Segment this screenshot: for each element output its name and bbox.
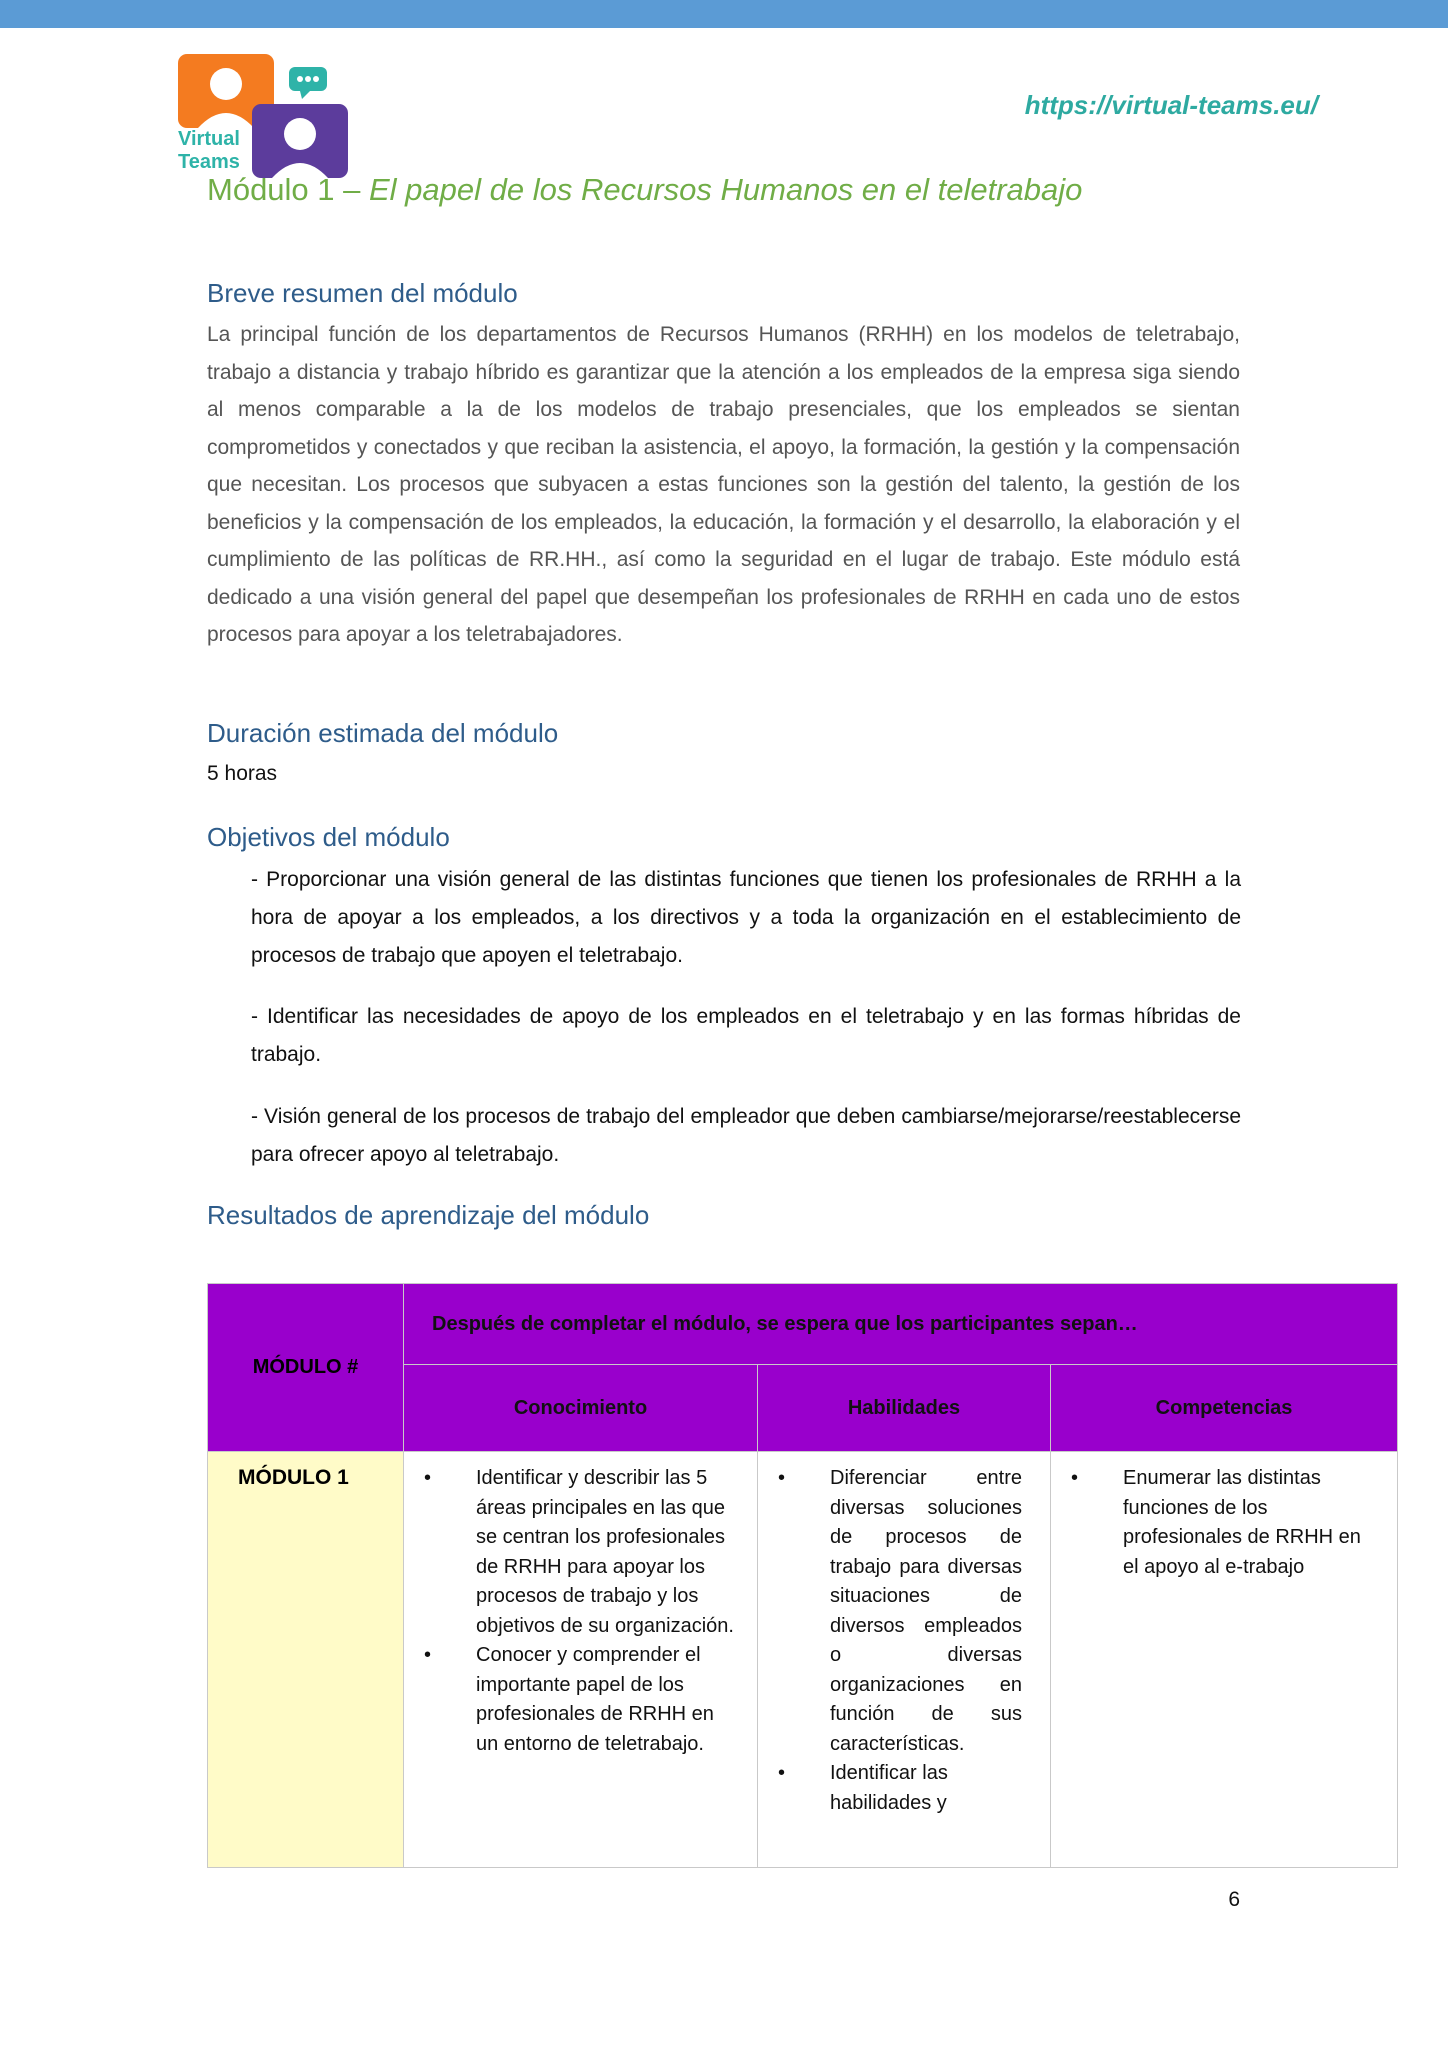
logo-chat-bubble-icon [288, 66, 328, 105]
objective-item-2: - Identificar las necesidades de apoyo de los empleados en el teletrabajo y en las formas híbridas de trabajo. [251, 1005, 1241, 1066]
site-url-link[interactable]: https://virtual-teams.eu/ [1024, 90, 1318, 120]
knowledge-cell [404, 1452, 758, 1868]
module-title-italic: El papel de los Recursos Humanos en el teletrabajo [369, 172, 1083, 207]
knowledge-item-1: • Identificar y describir las 5 áreas principales en las que se centran los profesionales de RRHH para apoyar los procesos de trabajo y los objetivos de su organización. [476, 1464, 737, 1641]
learning-outcomes-table [207, 1283, 1398, 1868]
column-header-competences: Competencias [1051, 1365, 1398, 1452]
skills-item-2: • Identificar las habilidades y [830, 1759, 1022, 1818]
knowledge-item-2: • Conocer y comprender el importante papel de los profesionales de RRHH en un entorno de teletrabajo. [476, 1641, 737, 1759]
objective-item-3: - Visión general de los procesos de trabajo del empleador que deben cambiarse/mejorarse/reestablecerse para ofrecer apoyo al teletrabajo. [251, 1105, 1241, 1166]
column-header-skills: Habilidades [758, 1365, 1051, 1452]
module-title [207, 172, 1307, 208]
column-header-knowledge: Conocimiento [404, 1365, 758, 1452]
expectation-header-cell: Después de completar el módulo, se espera que los participantes sepan… [404, 1284, 1398, 1365]
objective-item-1: - Proporcionar una visión general de las distintas funciones que tienen los profesionales de RRHH a la hora de apoyar a los empleados, a los directivos y a toda la organización en el establecimiento de procesos de trabajo que apoyen el teletrabajo. [251, 868, 1241, 967]
top-color-bar [0, 0, 1448, 28]
duration-heading: Duración estimada del módulo [207, 718, 559, 748]
outcomes-heading: Resultados de aprendizaje del módulo [207, 1200, 650, 1230]
competences-item-1: • Enumerar las distintas funciones de los profesionales de RRHH en el apoyo al e-trabajo [1123, 1464, 1367, 1582]
page-number: 6 [1228, 1888, 1240, 1911]
logo-text: Virtual Teams [178, 128, 240, 173]
summary-paragraph: La principal función de los departamentos de Recursos Humanos (RRHH) en los modelos de teletrabajo, trabajo a distancia y trabajo híbrido es garantizar que la atención a los empleados de la empresa siga siendo al menos comparable a la de los modelos de trabajo presenciales, que los empleados se sientan comprometidos y conectados y que reciban la asistencia, el apoyo, la formación, la gestión y la compensación que necesitan. Los procesos que subyacen a estas funciones son la gestión del talento, la gestión de los beneficios y la compensación de los empleados, la educación, la formación y el desarrollo, la elaboración y el cumplimiento de las políticas de RR.HH., así como la seguridad en el lugar de trabajo. Este módulo está dedicado a una visión general del papel que desempeñan los profesionales de RRHH en cada uno de estos procesos para apoyar a los teletrabajadores. [207, 323, 1240, 646]
virtual-teams-logo [176, 52, 356, 182]
skills-cell [758, 1452, 1051, 1868]
module-row-label: MÓDULO 1 [208, 1452, 404, 1868]
skills-item-1: • Diferenciar entre diversas soluciones de procesos de trabajo para diversas situaciones de diversos empleados o diversas organizaciones en función de sus características. [830, 1464, 1022, 1759]
summary-heading: Breve resumen del módulo [207, 278, 518, 308]
module-title-prefix: Módulo 1 – [207, 172, 369, 207]
competences-cell [1051, 1452, 1398, 1868]
module-header-cell: MÓDULO # [208, 1284, 404, 1452]
objectives-heading: Objetivos del módulo [207, 822, 450, 852]
duration-value: 5 horas [207, 762, 278, 785]
